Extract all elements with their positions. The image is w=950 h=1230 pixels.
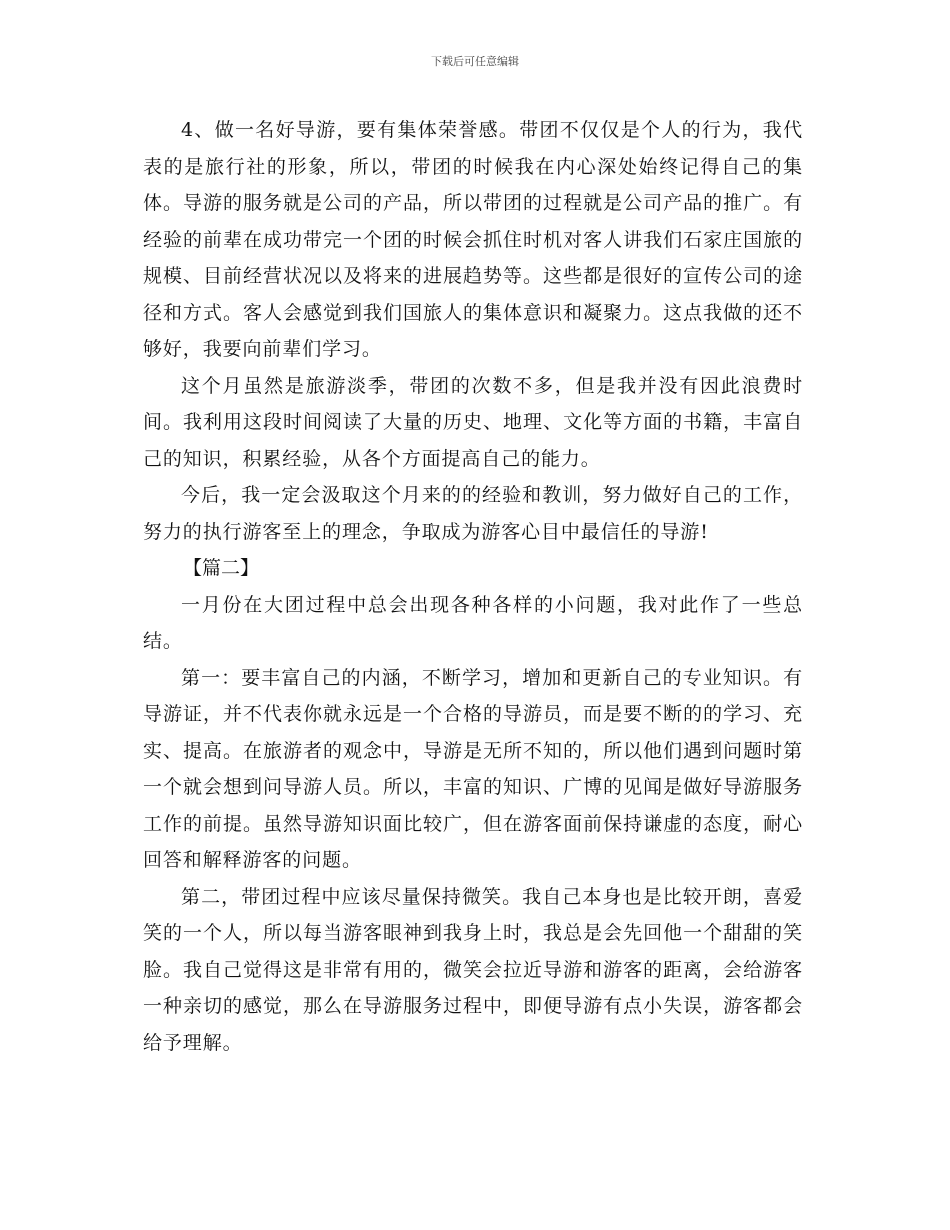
paragraph: 第一：要丰富自己的内涵，不断学习，增加和更新自己的专业知识。有导游证，并不代表你就永远是一个合格的导游员，而是要不断的的学习、充实、提高。在旅游者的观念中，导游是无所不知的，所以他们遇到问题时第一个就会想到问导游人员。所以，丰富的知识、广博的见闻是做好导游服务工作的前提。虽然导游知识面比较广，但在游客面前保持谦虚的态度，耐心回答和解释游客的问题。	[143, 666, 803, 871]
page-header: 下载后可任意编辑	[431, 55, 519, 68]
paragraph: 4、做一名好导游，要有集体荣誉感。带团不仅仅是个人的行为，我代表的是旅行社的形象，所以，带团的时候我在内心深处始终记得自己的集体。导游的服务就是公司的产品，所以带团的过程就是公司产品的推广。有经验的前辈在成功带完一个团的时候会抓住时机对客人讲我们石家庄国旅的规模、目前经营状况以及将来的进展趋势等。这些都是很好的宣传公司的途径和方式。客人会感觉到我们国旅人的集体意识和凝聚力。这点我做的还不够好，我要向前辈们学习。	[143, 119, 803, 360]
paragraph: 一月份在大团过程中总会出现各种各样的小问题，我对此作了一些总结。	[143, 593, 803, 652]
section-title: 【篇二】	[183, 557, 260, 579]
paragraph: 这个月虽然是旅游淡季，带团的次数不多，但是我并没有因此浪费时间。我利用这段时间阅读了大量的历史、地理、文化等方面的书籍，丰富自己的知识，积累经验，从各个方面提高自己的能力。	[143, 374, 803, 470]
document-body	[143, 112, 803, 1061]
paragraph: 今后，我一定会汲取这个月来的的经验和教训，努力做好自己的工作，努力的执行游客至上的理念，争取成为游客心目中最信任的导游!	[143, 484, 803, 543]
paragraph: 第二，带团过程中应该尽量保持微笑。我自己本身也是比较开朗，喜爱笑的一个人，所以每当游客眼神到我身上时，我总是会先回他一个甜甜的笑脸。我自己觉得这是非常有用的，微笑会拉近导游和游客的距离，会给游客一种亲切的感觉，那么在导游服务过程中，即便导游有点小失误，游客都会给予理解。	[143, 885, 803, 1054]
